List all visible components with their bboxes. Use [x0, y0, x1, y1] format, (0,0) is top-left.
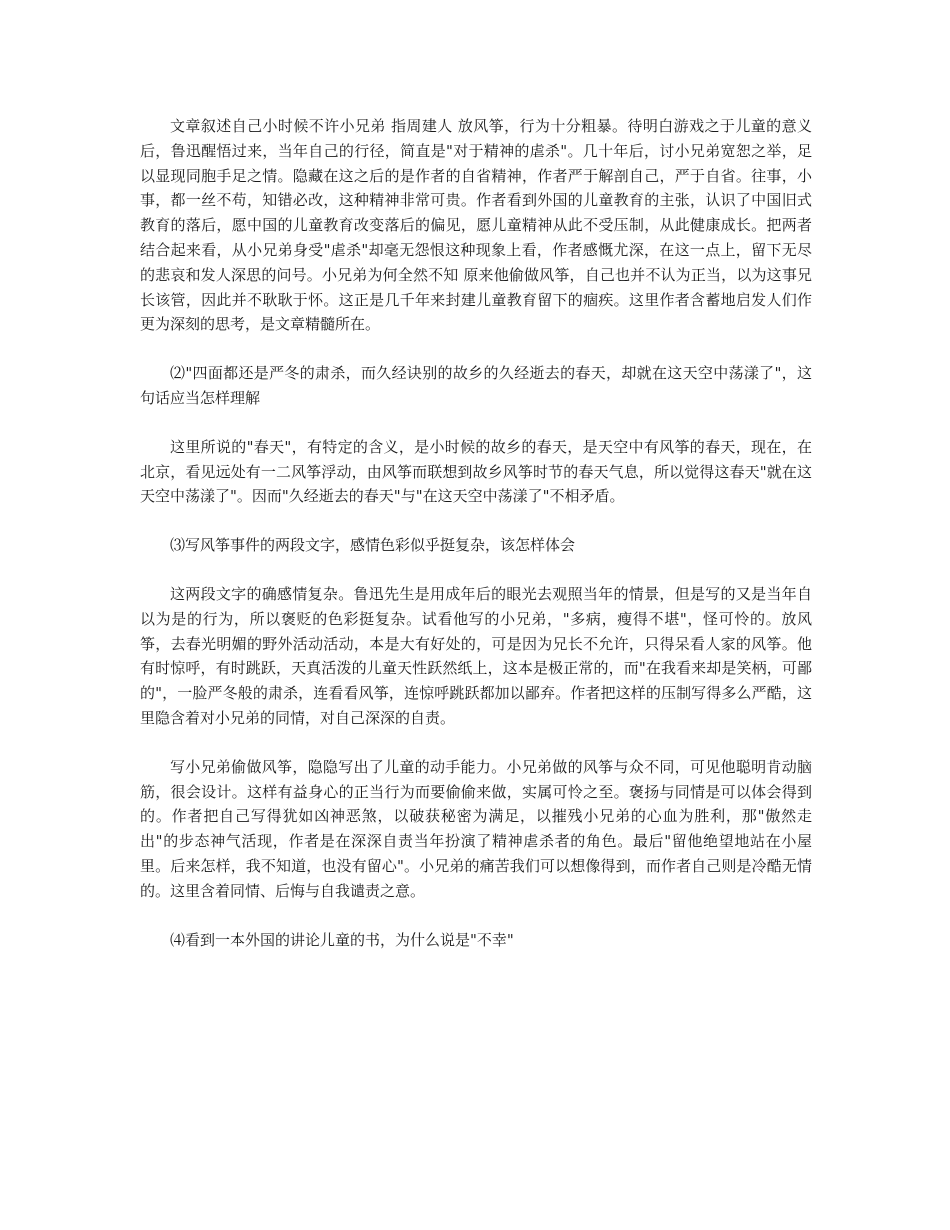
paragraph-answer-3b: 写小兄弟偷做风筝，隐隐写出了儿童的动手能力。小兄弟做的风筝与众不同，可见他聪明肯动脑筋，很会设计。这样有益身心的正当行为而要偷偷来做，实属可怜之至。褒扬与同情是可以体会得到的。作者把自己写得犹如凶神恶煞，以破获秘密为满足，以摧残小兄弟的心血为胜利，那"傲然走出"的步态神气活现，作者是在深深自责当年扮演了精神虐杀者的角色。最后"留他绝望地站在小屋里。后来怎样，我不知道，也没有留心"。小兄弟的痛苦我们可以想像得到，而作者自己则是冷酷无情的。这里含着同情、后悔与自我谴责之意。 [140, 757, 812, 900]
question-3: ⑶写风筝事件的两段文字，感情色彩似乎挺复杂，该怎样体会 [170, 536, 576, 555]
paragraph-answer-2: 这里所说的"春天"，有特定的含义，是小时候的故乡的春天，是天空中有风筝的春天，现在，在北京，看见远处有一二风筝浮动，由风筝而联想到故乡风筝时节的春天气息，所以觉得这春天"就在这天空中荡漾了"。因而"久经逝去的春天"与"在这天空中荡漾了"不相矛盾。 [140, 437, 812, 506]
question-4: ⑷看到一本外国的讲论儿童的书，为什么说是"不幸" [170, 930, 514, 949]
paragraph-answer-3a: 这两段文字的确感情复杂。鲁迅先生是用成年后的眼光去观照当年的情景，但是写的又是当年自以为是的行为，所以褒贬的色彩挺复杂。试看他写的小兄弟，"多病，瘦得不堪"，怪可怜的。放风筝，去春光明媚的野外活动活动，本是大有好处的，可是因为兄长不允许，只得呆看人家的风筝。他有时惊呼，有时跳跃，天真活泼的儿童天性跃然纸上，这本是极正常的，而"在我看来却是笑柄，可鄙的"，一脸严冬般的肃杀，连看看风筝，连惊呼跳跃都加以鄙弃。作者把这样的压制写得多么严酷，这里隐含着对小兄弟的同情，对自己深深的自责。 [140, 584, 812, 727]
document-page [140, 114, 812, 976]
question-2: ⑵"四面都还是严冬的肃杀，而久经诀别的故乡的久经逝去的春天，却就在这天空中荡漾了"，这句话应当怎样理解 [140, 364, 812, 407]
paragraph-summary: 文章叙述自己小时候不许小兄弟 指周建人 放风筝，行为十分粗暴。待明白游戏之于儿童的意义后，鲁迅醒悟过来，当年自己的行径，简直是"对于精神的虐杀"。几十年后，讨小兄弟宽恕之举，足以显现同胞手足之情。隐藏在这之后的是作者的自省精神，作者严于解剖自己，严于自省。往事，小事，都一丝不苟，知错必改，这种精神非常可贵。作者看到外国的儿童教育的主张，认识了中国旧式教育的落后，愿中国的儿童教育改变落后的偏见，愿儿童精神从此不受压制，从此健康成长。把两者结合起来看，从小兄弟身受"虐杀"却毫无怨恨这种现象上看，作者感慨尤深，在这一点上，留下无尽的悲哀和发人深思的问号。小兄弟为何全然不知 原来他偷做风筝，自己也并不认为正当，以为这事兄长该管，因此并不耿耿于怀。这正是几千年来封建儿童教育留下的痼疾。这里作者含蓄地启发人们作更为深刻的思考，是文章精髓所在。 [140, 117, 812, 334]
